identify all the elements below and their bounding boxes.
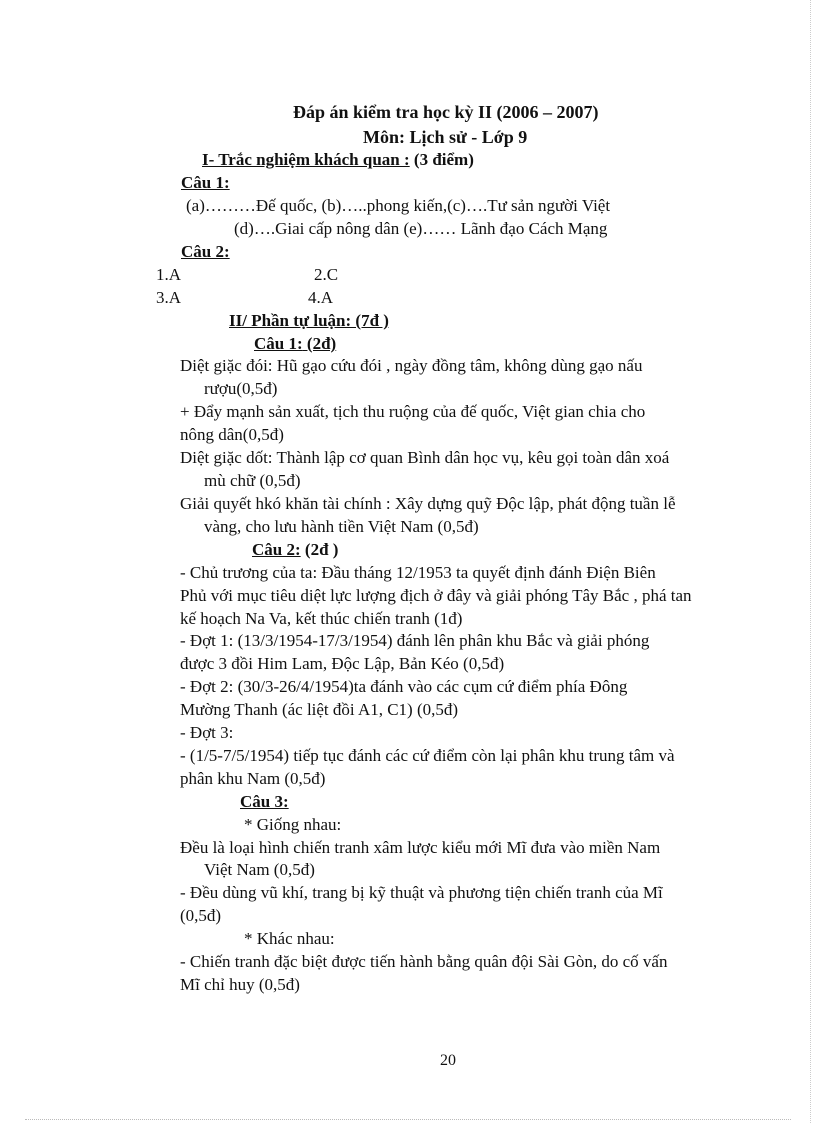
part2-q1-line: rượu(0,5đ) [204, 379, 278, 398]
answer-4: 4.A [308, 288, 334, 307]
part2-q2-line: Mường Thanh (ác liệt đồi A1, C1) (0,5đ) [180, 700, 459, 719]
part2-q3-line: Mĩ chỉ huy (0,5đ) [180, 975, 300, 994]
part2-q1-line: Giải quyết hkó khăn tài chính : Xây dựng quỹ Độc lập, phát động tuần lễ [180, 494, 676, 513]
part2-q2-line: - Đợt 1: (13/3/1954-17/3/1954) đánh lên phân khu Bắc và giải phóng [180, 631, 650, 650]
part2-q1-line: Diệt giặc đói: Hũ gạo cứu đói , ngày đồng tâm, không dùng gạo nấu [180, 356, 643, 375]
part1-q2-label: Câu 2: [181, 242, 230, 261]
part1-q1-label: Câu 1: [181, 173, 230, 192]
part2-q1-line: nông dân(0,5đ) [180, 425, 284, 444]
part2-q1-line: vàng, cho lưu hành tiền Việt Nam (0,5đ) [204, 517, 479, 536]
part2-q1-heading [254, 333, 336, 355]
document-title: Đáp án kiểm tra học kỳ II (2006 – 2007) [293, 102, 599, 122]
part2-q1-line: mù chữ (0,5đ) [204, 471, 301, 490]
part2-q3-line: - Đều dùng vũ khí, trang bị kỹ thuật và phương tiện chiến tranh của Mĩ [180, 883, 663, 902]
part2-q3-label: Câu 3: [240, 792, 289, 811]
answer-3: 3.A [156, 288, 182, 307]
similarities-heading: * Giống nhau: [244, 815, 342, 834]
part1-heading-text: I- Trắc nghiệm khách quan : [202, 150, 410, 169]
part2-q2-line: phân khu Nam (0,5đ) [180, 769, 326, 788]
part2-q3-line: (0,5đ) [180, 906, 222, 925]
part2-q2-line: kế hoạch Na Va, kết thúc chiến tranh (1đ) [180, 609, 463, 628]
part2-q3-line: - Chiến tranh đặc biệt được tiến hành bằng quân đội Sài Gòn, do cố vấn [180, 952, 668, 971]
part1-q1-line1: (a)………Đế quốc, (b)…..phong kiến,(c)….Tư sản người Việt [186, 196, 611, 215]
part2-q3-line: Đều là loại hình chiến tranh xâm lược kiểu mới Mĩ đưa vào miền Nam [180, 838, 661, 857]
part2-q2-line: - Chủ trương của ta: Đầu tháng 12/1953 ta quyết định đánh Điện Biên [180, 563, 656, 582]
part2-q1-line: Diệt giặc dốt: Thành lập cơ quan Bình dân học vụ, kêu gọi toàn dân xoá [180, 448, 670, 467]
subject-line: Môn: Lịch sử - Lớp 9 [363, 127, 528, 147]
part1-heading [202, 149, 474, 171]
part2-heading: II/ Phần tự luận: (7đ ) [229, 311, 389, 330]
answer-1: 1.A [156, 265, 182, 284]
part2-q2-heading [252, 539, 338, 561]
answer-2: 2.C [314, 265, 339, 284]
part2-q2-line: - Đợt 2: (30/3-26/4/1954)ta đánh vào các cụm cứ điểm phía Đông [180, 677, 628, 696]
part2-q2-line: Phủ với mục tiêu diệt lực lượng địch ở đây và giải phóng Tây Bắc , phá tan [180, 586, 692, 605]
part1-points: (3 điểm) [409, 150, 474, 169]
part2-q2-line: - Đợt 3: [180, 723, 234, 742]
part2-q1-points: (2đ) [302, 334, 337, 353]
part2-q2-label: Câu 2: [252, 540, 301, 559]
part2-q1-label: Câu 1: [254, 334, 303, 353]
part2-q1-line: + Đẩy mạnh sản xuất, tịch thu ruộng của đế quốc, Việt gian chia cho [180, 402, 646, 421]
right-edge-divider [810, 0, 811, 1123]
differences-heading: * Khác nhau: [244, 929, 335, 948]
part2-q2-line: - (1/5-7/5/1954) tiếp tục đánh các cứ điểm còn lại phân khu trung tâm và [180, 746, 675, 765]
part2-q2-line: được 3 đồi Him Lam, Độc Lập, Bản Kéo (0,5đ) [180, 654, 505, 673]
page-number: 20 [440, 1052, 456, 1069]
bottom-divider [25, 1119, 791, 1120]
part2-q3-line: Việt Nam (0,5đ) [204, 860, 315, 879]
part1-q1-line2: (d)….Giai cấp nông dân (e)…… Lãnh đạo Cách Mạng [234, 219, 608, 238]
part2-q2-points: (2đ ) [300, 540, 339, 559]
